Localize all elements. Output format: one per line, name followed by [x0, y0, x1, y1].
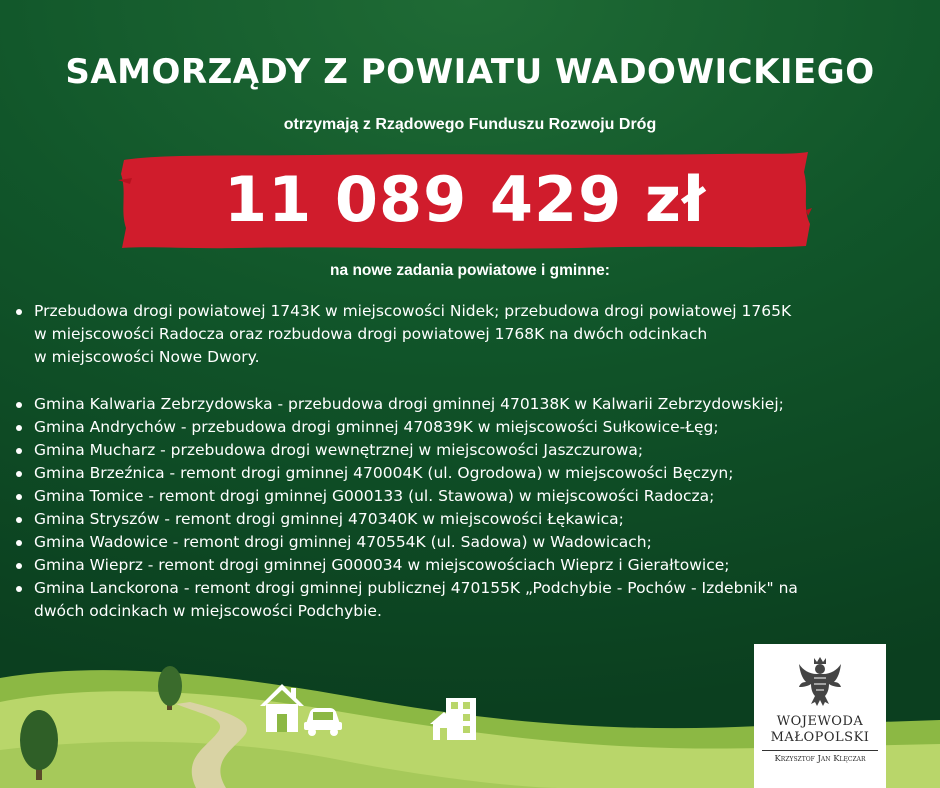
list-item-line: Przebudowa drogi powiatowej 1743K w miejscowości Nidek; przebudowa drogi powiatowej 1765K — [34, 302, 792, 320]
intro-text: na nowe zadania powiatowe i gminne: — [330, 262, 610, 279]
list-item: Gmina Brzeźnica - remont drogi gminnej 470004K (ul. Ogrodowa) w miejscowości Bęczyn; — [14, 462, 924, 485]
list-item-lanckorona — [14, 577, 924, 623]
list-item-line: w miejscowości Radocza oraz rozbudowa drogi powiatowej 1768K na dwóch odcinkach — [34, 325, 708, 343]
emblem-title-region: MAŁOPOLSKI — [770, 730, 870, 745]
emblem-title: WOJEWODA — [776, 714, 864, 729]
list-item: Gmina Mucharz - przebudowa drogi wewnętrznej w miejscowości Jaszczurowa; — [14, 439, 924, 462]
funding-amount: 11 089 429 zł — [224, 163, 706, 236]
emblem-person-name: Krzysztof Jan Klęczar — [762, 750, 878, 764]
list-item: Gmina Kalwaria Zebrzydowska - przebudowa drogi gminnej 470138K w Kalwarii Zebrzydowskiej; — [14, 393, 924, 416]
voivode-emblem — [754, 644, 886, 788]
list-item: Gmina Wadowice - remont drogi gminnej 470554K (ul. Sadowa) w Wadowicach; — [14, 531, 924, 554]
list-item-line: Gmina Lanckorona - remont drogi gminnej publicznej 470155K „Podchybie - Pochów - Izdebnik" na — [34, 579, 798, 597]
list-item: Gmina Andrychów - przebudowa drogi gminnej 470839K w miejscowości Sułkowice-Łęg; — [14, 416, 924, 439]
buildings-icon — [430, 698, 476, 740]
list-item-line: w miejscowości Nowe Dwory. — [34, 348, 260, 366]
list-item: Gmina Wieprz - remont drogi gminnej G000034 w miejscowościach Wieprz i Gierałtowice; — [14, 554, 924, 577]
list-item: Gmina Stryszów - remont drogi gminnej 470340K w miejscowości Łękawica; — [14, 508, 924, 531]
page-title: SAMORZĄDY Z POWIATU WADOWICKIEGO — [65, 52, 875, 92]
list-item: Gmina Tomice - remont drogi gminnej G000133 (ul. Stawowa) w miejscowości Radocza; — [14, 485, 924, 508]
subtitle: otrzymają z Rządowego Funduszu Rozwoju Dróg — [283, 116, 657, 133]
eagle-emblem-icon — [797, 654, 843, 710]
list-item-powiat — [14, 300, 924, 369]
amount-banner — [118, 150, 812, 250]
task-list — [14, 300, 924, 623]
list-item-line: dwóch odcinkach w miejscowości Podchybie. — [34, 602, 382, 620]
